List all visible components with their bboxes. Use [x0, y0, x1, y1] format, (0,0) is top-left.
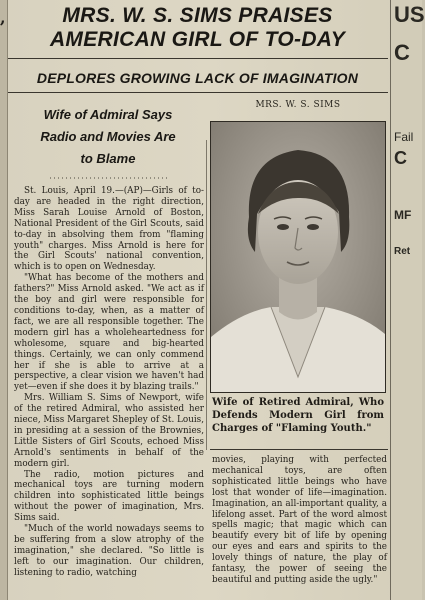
fragment-letter-1: C: [394, 40, 410, 65]
paragraph-3: Mrs. William S. Sims of Newport, wife of the retired Admiral, who assisted her niece, Miss Margaret Shepley of St. Louis, in presiding at a session of the Brownies, Little Sisters of Girl Scouts, echoed Miss Arnold's sentiments in behalf of the modern girl.: [14, 393, 204, 469]
article-right-column: [212, 455, 387, 586]
column-divider: [206, 140, 207, 450]
headline-line-1: MRS. W. S. SIMS PRAISES: [62, 4, 333, 27]
fragment-word-2: MF: [394, 208, 412, 222]
article-left-column: [14, 186, 204, 579]
paragraph-2: "What has become of the mothers and fathers?" Miss Arnold asked. "We act as if the boy and girl were responsible for conditions to-day, when, as a matter of fact, we are all responsible together. The modern girl has a wholeheartedness for wholesome, square and big-hearted things. Certainly, we can only commend her if she is able to arrive at a perspective, a clear vision we haven't had yet—even if she does it by blazing trails.": [14, 273, 204, 393]
paragraph-5: "Much of the world nowadays seems to be suffering from a slow atrophy of the imagination," she declared. "So little is left to our imagination. Our children, listening to radio, watching: [14, 524, 204, 578]
left-fragment: ,: [0, 8, 6, 27]
portrait-photo: [210, 121, 386, 393]
fragment-top: US: [394, 2, 425, 27]
paragraph-continued: movies, playing with perfected mechanical toys, are often sophisticated little beings who have lost that wonder of life—imagination. Imagination, an all-important quality, a lifelong asset. Part of the word almost spells magic; that magic which can beautify every bit of life by opening our eyes and ears and spirits to the lovely things of nature, the play of fantasy, the power of seeing the beautiful and putting aside the ugly.": [212, 455, 387, 585]
fragment-word-1: Fail: [394, 130, 414, 144]
deck: [12, 104, 204, 170]
deck-line-1: Wife of Admiral Says: [43, 107, 173, 122]
deck-line-3: to Blame: [80, 151, 136, 166]
left-page-margin: [0, 0, 8, 600]
deck-separator: [50, 176, 170, 180]
fragment-word-3: Ret: [394, 246, 411, 257]
fragment-letter-2: C: [394, 148, 407, 168]
photo-label: MRS. W. S. SIMS: [255, 100, 341, 110]
caption-rule: [210, 449, 388, 450]
subheadline: DEPLORES GROWING LACK OF IMAGINATION: [36, 70, 359, 86]
deck-line-2: Radio and Movies Are: [40, 129, 176, 144]
paragraph-4: The radio, motion pictures and mechanical toys are turning modern children into sophisticated little beings without the power of imagination, Mrs. Sims said.: [14, 469, 204, 524]
paragraph-1: St. Louis, April 19.—(AP)—Girls of to-day are headed in the right direction, Miss Sarah Louise Arnold of Boston, National President of the Girl Scouts, said to-day in absolving them from "flaming youth" charges. Miss Arnold is here for the Girl Scouts' national convention, which is to open on Wednesday.: [14, 186, 204, 273]
subhead-rule: [8, 92, 388, 93]
adjacent-article-column: [390, 0, 425, 600]
headline-rule: [8, 58, 388, 59]
portrait-illustration: [211, 122, 385, 392]
headline-line-2: AMERICAN GIRL OF TO-DAY: [49, 28, 346, 51]
photo-caption: Wife of Retired Admiral, Who Defends Modern Girl from Charges of "Flaming Youth.": [212, 397, 384, 434]
